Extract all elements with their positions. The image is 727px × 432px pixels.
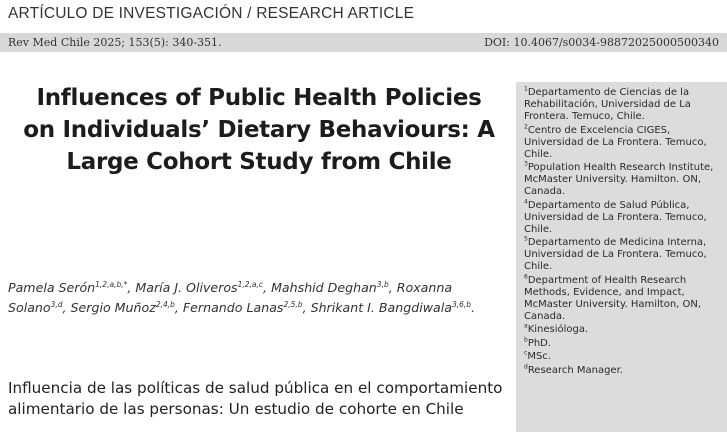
affiliations-list <box>524 87 724 378</box>
affiliation-line: Universidad de La Frontera. Temuco, <box>524 211 707 223</box>
affiliation-line: Rehabilitación, Universidad de La <box>524 99 691 110</box>
affiliation-line: $^1$Departamento de Ciencias de la <box>524 85 690 98</box>
affiliation-item <box>524 162 724 198</box>
author-line <box>8 298 508 318</box>
affiliation-marker: 3 <box>524 160 528 168</box>
affiliation-line: $^4$Departamento de Salud Pública, <box>524 198 690 211</box>
spanish-title <box>8 378 513 420</box>
affiliation-line: Methods, Evidence, and Impact, <box>524 286 685 298</box>
article-title <box>14 82 504 178</box>
author-list <box>8 278 508 318</box>
affiliation-marker: b <box>524 336 528 344</box>
affiliation-line: McMaster University. Hamilton. ON, <box>524 174 702 185</box>
author: Shrikant I. Bangdiwala$^{3,6,b}$. <box>310 299 476 315</box>
author: Pamela Serón$^{1,2,a,b,*}$, <box>8 279 136 295</box>
affiliation-item <box>524 125 724 161</box>
section-label: ARTÍCULO DE INVESTIGACIÓN / RESEARCH ARTICLE <box>8 5 415 22</box>
affiliation-marker: a <box>524 322 528 330</box>
affiliation-item <box>524 200 724 236</box>
affiliation-line: Canada. <box>524 186 566 197</box>
affiliation-marker: 6 <box>524 273 528 281</box>
author: Fernando Lanas$^{2,5,b}$, <box>182 299 311 315</box>
author: María J. Oliveros$^{1,2,a,c}$, <box>135 279 272 295</box>
affiliation-item <box>524 237 724 273</box>
affiliation-line: $^b$PhD. <box>524 336 552 349</box>
article-title-line: Influences of Public Health Policies <box>36 85 482 111</box>
affiliation-line: $^d$Research Manager. <box>524 363 623 376</box>
affiliation-item <box>524 87 724 123</box>
author <box>397 280 452 295</box>
affiliation-line: McMaster University. Hamilton, ON, <box>524 298 702 310</box>
affiliations-panel <box>516 82 727 432</box>
affiliation-marker: 4 <box>524 198 528 206</box>
spanish-title-line: Influencia de las políticas de salud pública en el comportamiento <box>8 379 503 397</box>
affiliation-marker: 2 <box>524 123 528 131</box>
journal-citation: Rev Med Chile 2025; 153(5): 340-351. <box>8 36 222 49</box>
article-title-line: on Individuals’ Dietary Behaviours: A <box>23 117 495 143</box>
affiliation-item <box>524 351 724 363</box>
spanish-title-line: alimentario de las personas: Un estudio de cohorte en Chile <box>8 400 464 418</box>
affiliation-line: $^2$Centro de Excelencia CIGES, <box>524 123 671 136</box>
affiliation-line: $^c$MSc. <box>524 349 551 362</box>
affiliation-line: $^3$Population Health Research Institute, <box>524 160 714 173</box>
affiliation-line: Canada. <box>524 310 566 322</box>
citation-bar <box>0 33 727 52</box>
affiliation-item <box>524 324 724 336</box>
author-line <box>8 278 508 298</box>
article-title-line: Large Cohort Study from Chile <box>66 149 452 175</box>
affiliation-line: Chile. <box>524 148 553 160</box>
author: Mahshid Deghan$^{3,b}$, <box>271 279 397 295</box>
affiliation-item <box>524 275 724 323</box>
affiliation-line: $^a$Kinesióloga. <box>524 322 589 335</box>
affiliation-item <box>524 365 724 377</box>
affiliation-line: Universidad de La Frontera. Temuco, <box>524 136 707 148</box>
author-name-part: Roxanna <box>396 280 453 295</box>
affiliation-line: $^6$Department of Health Research <box>524 273 687 286</box>
affiliation-line: Chile. <box>524 261 553 272</box>
author: Sergio Muñoz$^{2,4,b}$, <box>70 299 183 315</box>
affiliation-marker: 1 <box>524 85 528 93</box>
affiliation-line: Frontera. Temuco, Chile. <box>524 111 645 122</box>
author: Solano$^{3,d}$, <box>8 299 71 315</box>
affiliation-line: Chile. <box>524 223 553 235</box>
affiliation-line: Universidad de La Frontera. Temuco, <box>524 249 707 260</box>
affiliation-marker: 5 <box>524 235 528 243</box>
affiliation-marker: d <box>524 363 528 371</box>
affiliation-marker: c <box>524 349 528 357</box>
affiliation-item <box>524 338 724 350</box>
affiliation-line: $^5$Departamento de Medicina Interna, <box>524 235 707 248</box>
doi-link[interactable]: DOI: 10.4067/s0034-98872025000500340 <box>484 36 719 49</box>
